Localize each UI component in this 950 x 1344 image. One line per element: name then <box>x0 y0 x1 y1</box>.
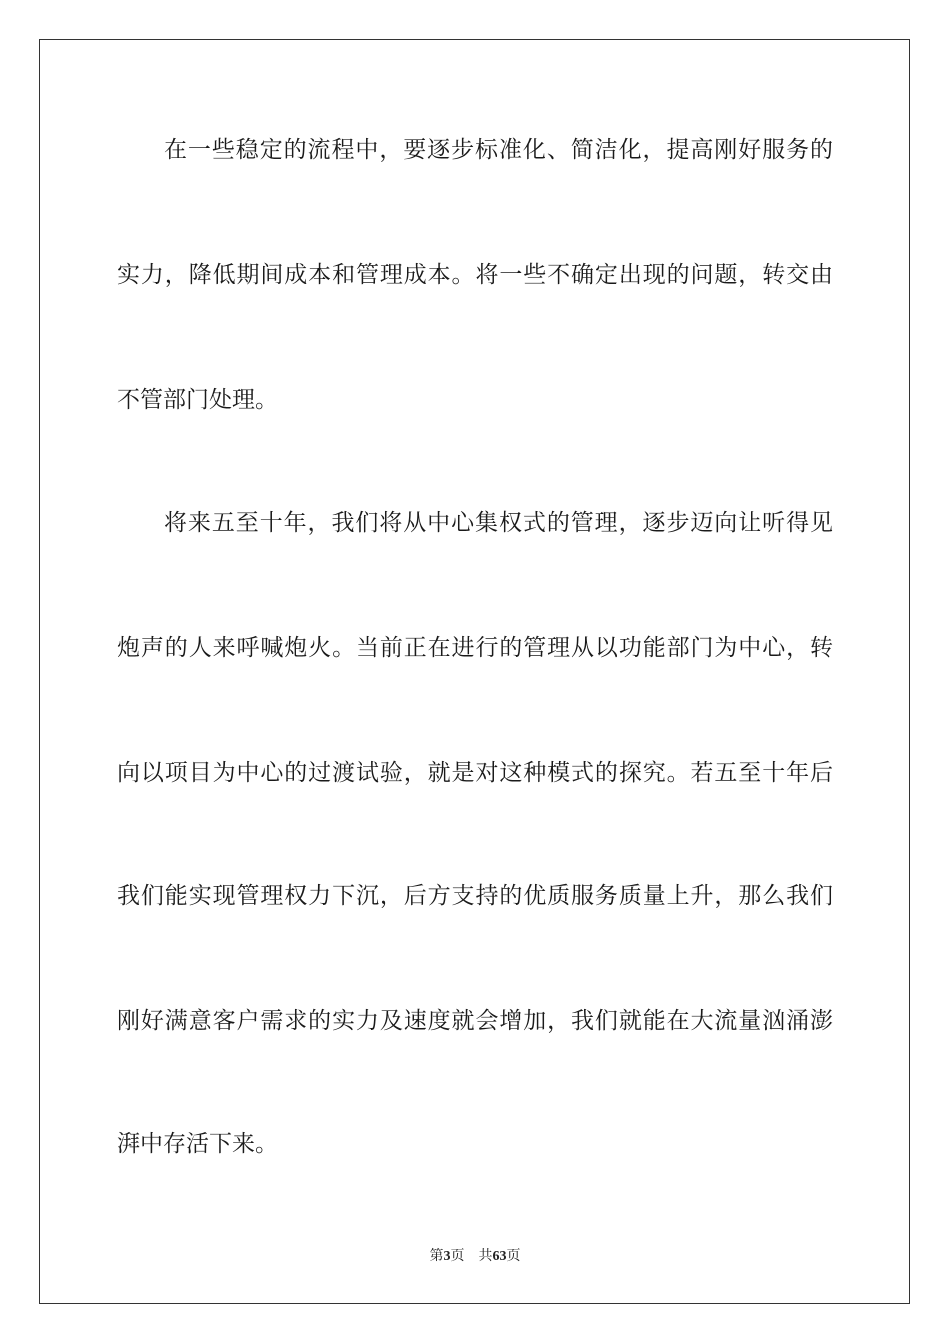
total-pages: 63 <box>492 1249 507 1264</box>
paragraph-2-line-6: 湃中存活下来。 <box>117 1131 278 1157</box>
paragraph-2-line-5: 刚好满意客户需求的实力及速度就会增加，我们就能在大流量汹涌澎 <box>117 1008 833 1034</box>
paragraph-2-line-4: 我们能实现管理权力下沉，后方支持的优质服务质量上升，那么我们 <box>117 883 833 909</box>
page-footer <box>0 1246 950 1267</box>
page-prefix: 第 <box>429 1248 444 1264</box>
total-prefix: 共 <box>478 1248 493 1264</box>
page-border <box>39 39 910 1304</box>
paragraph-2-line-1: 将来五至十年，我们将从中心集权式的管理，逐步迈向让听得见 <box>164 510 833 536</box>
paragraph-1-line-2: 实力，降低期间成本和管理成本。将一些不确定出现的问题，转交由 <box>117 262 833 288</box>
paragraph-1-line-3: 不管部门处理。 <box>117 387 278 413</box>
total-suffix: 页 <box>506 1248 521 1264</box>
paragraph-2-line-3: 向以项目为中心的过渡试验，就是对这种模式的探究。若五至十年后 <box>117 760 833 786</box>
page-number: 3 <box>443 1249 451 1264</box>
paragraph-1-line-1: 在一些稳定的流程中，要逐步标准化、简洁化，提高刚好服务的 <box>164 137 833 163</box>
page-suffix: 页 <box>450 1248 465 1264</box>
paragraph-2-line-2: 炮声的人来呼喊炮火。当前正在进行的管理从以功能部门为中心，转 <box>117 635 833 661</box>
